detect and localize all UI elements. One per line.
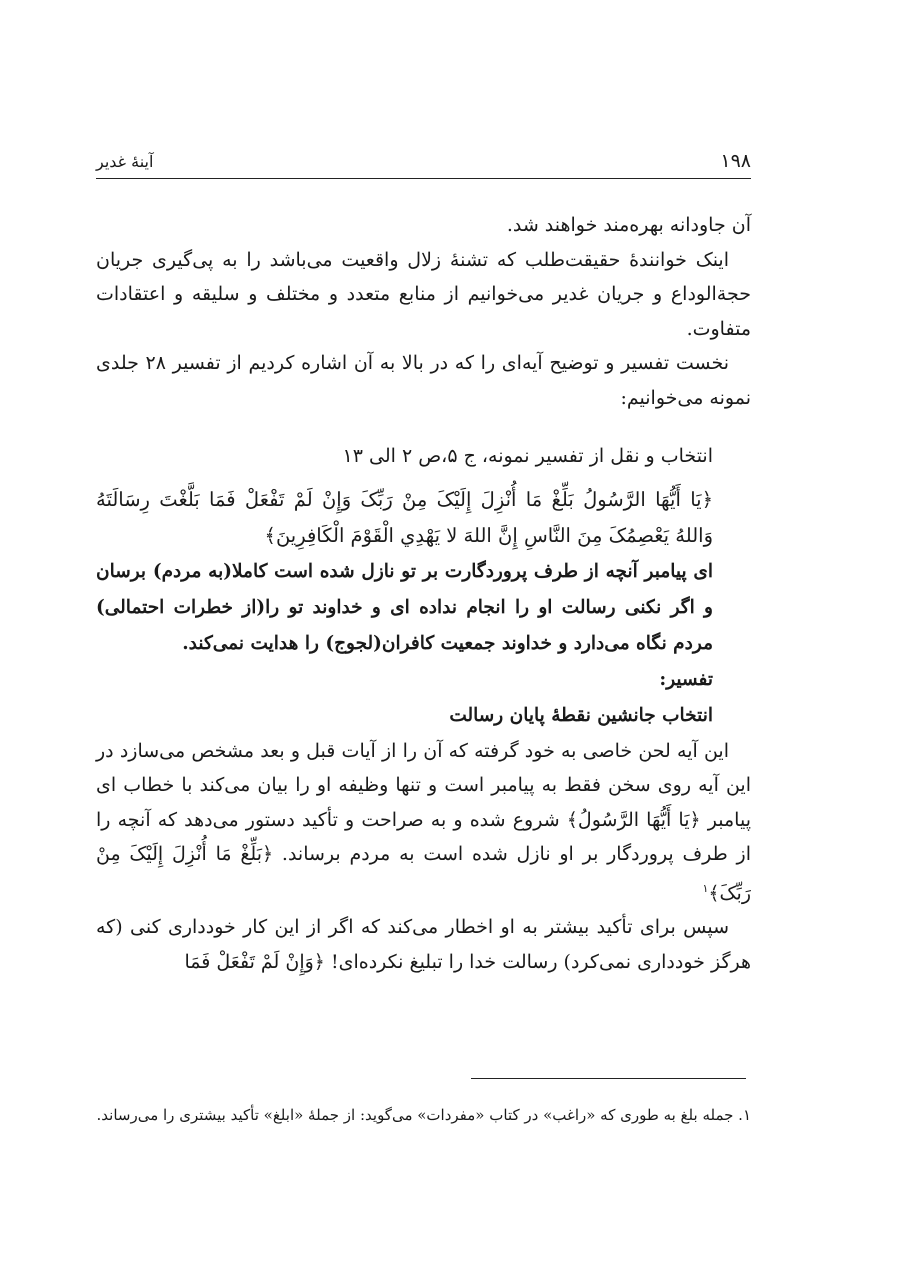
main-text xyxy=(96,208,751,979)
commentary-paragraph-2: سپس برای تأکید بیشتر به او اخطار می‌کند که اگر از این کار خودداری کنی (که هرگز خودداری نمی‌کرد) رسالت خدا را تبلیغ نکرده‌ای! ﴿وَإِنْ لَمْ تَفْعَلْ فَمَا xyxy=(96,916,751,973)
footnote: ۱. جمله بلغ به طوری که «راغب» در کتاب «مفردات» می‌گوید: از جملهٔ «ابلغ» تأکید بیشتری را می‌رساند. xyxy=(96,1106,751,1124)
quoted-tafsir xyxy=(96,439,713,734)
page-number: ۱۹۸ xyxy=(720,150,751,172)
footnote-reference[interactable]: ۱ xyxy=(702,881,709,895)
verse-translation: ای پیامبر آنچه از طرف پروردگارت بر تو نازل شده است کاملا(به مردم) برسان و اگر نکنی رسالت او را انجام نداده ای و خداوند تو را(از خطرات احتمالی) مردم نگاه می‌دارد و خداوند جمعیت کافران(لجوج) را هدایت نمی‌کند. xyxy=(96,560,713,654)
book-title: آینهٔ غدیر xyxy=(96,152,154,171)
source-citation: انتخاب و نقل از تفسیر نمونه، ج ۵،ص ۲ الی ۱۳ xyxy=(342,445,713,467)
paragraph-continuation: آن جاودانه بهره‌مند خواهند شد. xyxy=(506,214,751,236)
paragraph-intro: اینک خوانندهٔ حقیقت‌طلب که تشنهٔ زلال واقعیت می‌باشد را به پی‌گیری جریان حجةالوداع و جریان غدیر می‌خوانیم از منابع متعدد و مختلف و سلیقه و اعتقادات متفاوت. xyxy=(96,248,751,340)
commentary-text: این آیه لحن خاصی به خود گرفته که آن را از آیات قبل و بعد مشخص می‌سازد در این آیه روی سخن فقط به پیامبر است و تنها وظیفه او را بیان می‌کند با خطاب ای پیامبر ﴿یَا أَیُّهَا الرَّسُولُ﴾ شروع شده و به صراحت و تأکید دستور می‌دهد که آنچه را از طرف پروردگار بر او نازل شده است به مردم برساند. ﴿بَلِّغْ مَا أُنْزِلَ إِلَیْکَ مِنْ رَبِّکَ﴾ xyxy=(96,739,751,904)
running-header xyxy=(96,150,751,179)
paragraph-tafsir-intro: نخست تفسیر و توضیح آیه‌ای را که در بالا به آن اشاره کردیم از تفسیر ۲۸ جلدی نمونه می‌خوانیم: xyxy=(96,352,751,409)
commentary-paragraph xyxy=(96,734,751,911)
section-title: انتخاب جانشین نقطهٔ پایان رسالت xyxy=(449,704,713,726)
footnote-divider xyxy=(471,1078,746,1079)
tafsir-label: تفسیر: xyxy=(659,668,713,690)
quran-verse: ﴿یَا أَیُّهَا الرَّسُولُ بَلِّغْ مَا أُنْزِلَ إِلَیْکَ مِنْ رَبِّکَ وَإِنْ لَمْ تَفْعَلْ فَمَا بَلَّغْتَ رِسَالَتَهُ وَاللهُ یَعْصِمُکَ مِنَ النَّاسِ إِنَّ اللهَ لا یَهْدِي الْقَوْمَ الْکَافِرِینَ﴾ xyxy=(96,487,713,547)
